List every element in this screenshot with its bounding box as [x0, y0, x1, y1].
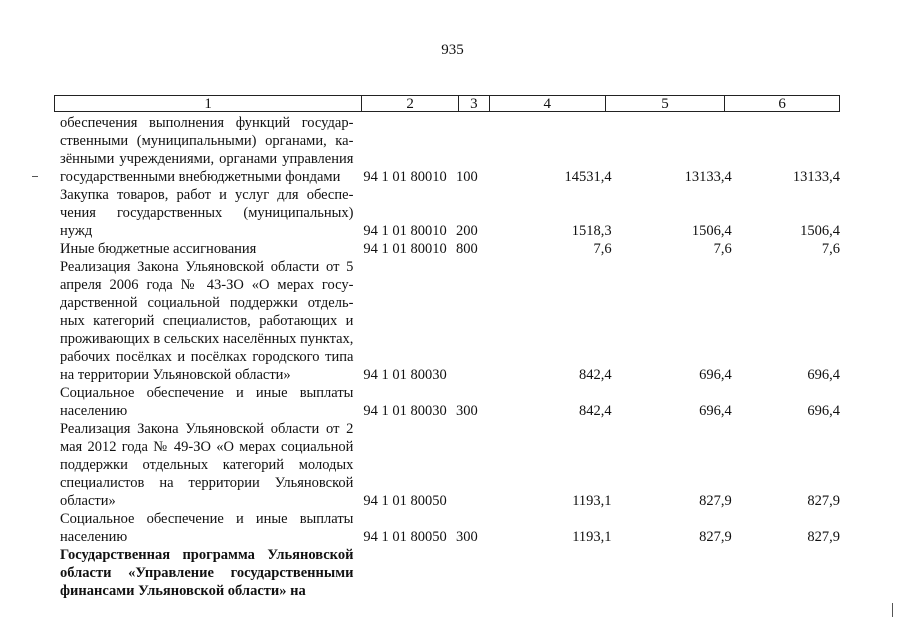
row-expense-type: 200: [455, 223, 478, 239]
row-value-col6: 7,6: [821, 241, 840, 257]
row-value-col5: 696,4: [699, 403, 732, 419]
header-col-5: 5: [606, 96, 726, 111]
row-description: Реализация Закона Ульяновской области от 5 апреля 2006 года № 43-ЗО «О мерах государственной социальной поддержки отдельных категорий специалистов, работающих и проживающих в сельских населённых пунктах, рабочих посёлках и посёлках городского типа на территории Ульяновской области»: [60, 259, 354, 383]
header-col-1: 1: [55, 96, 362, 111]
row-value-col4: 842,4: [578, 403, 612, 419]
header-col-2: 2: [362, 96, 459, 111]
row-code: 94 1 01 80030: [363, 367, 447, 383]
table-row: [60, 546, 840, 600]
row-value-col5: 13133,4: [684, 169, 732, 185]
row-value-col4: 842,4: [578, 367, 612, 383]
table-row: [60, 384, 840, 420]
row-expense-type: 800: [455, 241, 478, 257]
row-description: обеспечения выполнения функций государственными (муниципальными) органами, казёнными учреждениями, органами управления государственными внебюджетными фондами: [60, 115, 354, 185]
row-description: Социальное обеспечение и иные выплаты населению: [60, 385, 354, 419]
row-value-col6: 827,9: [807, 493, 840, 509]
header-col-3: 3: [459, 96, 490, 111]
row-description: Реализация Закона Ульяновской области от 2 мая 2012 года № 49-ЗО «О мерах социальной поддержки отдельных категорий молодых специалистов на территории Ульяновской области»: [60, 421, 354, 509]
row-value-col5: 827,9: [699, 529, 732, 545]
row-description: Иные бюджетные ассигнования: [60, 241, 257, 257]
scan-speck: [892, 603, 893, 617]
table-row: [60, 510, 840, 546]
row-code: 94 1 01 80010: [363, 241, 447, 257]
row-description: Государственная программа Ульяновской области «Управление государственными финансами Ульяновской области» на: [60, 547, 354, 599]
row-code: 94 1 01 80010: [363, 223, 447, 239]
row-value-col4: 14531,4: [564, 169, 612, 185]
row-value-col6: 13133,4: [792, 169, 840, 185]
row-code: 94 1 01 80010: [363, 169, 447, 185]
table-row: [60, 258, 840, 384]
row-value-col5: 7,6: [713, 241, 732, 257]
row-code: 94 1 01 80050: [363, 493, 447, 509]
row-expense-type: 100: [455, 169, 478, 185]
table-row: [60, 240, 840, 258]
header-col-6: 6: [778, 96, 786, 112]
row-value-col4: 1193,1: [572, 493, 612, 509]
scan-speck: [32, 176, 38, 177]
header-col-4: 4: [490, 96, 606, 111]
row-description: Социальное обеспечение и иные выплаты населению: [60, 511, 354, 545]
row-expense-type: 300: [455, 403, 478, 419]
row-code: 94 1 01 80050: [363, 529, 447, 545]
row-value-col6: 696,4: [807, 367, 840, 383]
page-number: 935: [441, 42, 464, 58]
table-body: [60, 114, 840, 600]
row-value-col5: 696,4: [699, 367, 732, 383]
table-row: [60, 114, 840, 186]
row-value-col5: 1506,4: [691, 223, 732, 239]
table-row: [60, 420, 840, 510]
row-value-col5: 827,9: [699, 493, 732, 509]
table-header: [54, 95, 840, 112]
row-description: Закупка товаров, работ и услуг для обеспечения государственных (муниципальных) нужд: [60, 187, 354, 239]
row-value-col4: 1518,3: [571, 223, 612, 239]
row-value-col6: 696,4: [807, 403, 840, 419]
row-code: 94 1 01 80030: [363, 403, 447, 419]
row-value-col6: 1506,4: [800, 223, 840, 239]
row-value-col6: 827,9: [807, 529, 840, 545]
table-row: [60, 186, 840, 240]
row-value-col4: 7,6: [593, 241, 612, 257]
row-expense-type: 300: [455, 529, 478, 545]
row-value-col4: 1193,1: [572, 529, 612, 545]
